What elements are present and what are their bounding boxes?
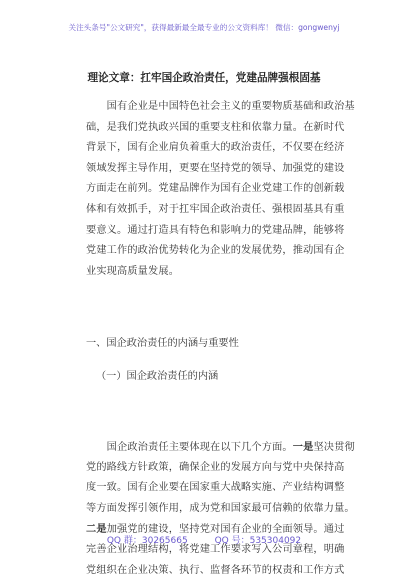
paragraph-line: 党组织在企业决策、执行、监督各环节的权责和工作方式 [86, 564, 345, 576]
paragraph-line: 背景下，国有企业肩负着重大的政治责任，不仅要在经济 [86, 142, 345, 154]
paragraph-line: 业实现高质量发展。 [86, 265, 180, 277]
qq-group: QQ 群：30265665 [106, 536, 188, 546]
qq-number: QQ 号：535304092 [214, 536, 302, 546]
paragraph-line: 国有企业是中国特色社会主义的重要物质基础和政治基 [86, 101, 355, 112]
paragraph-line: 体和有效抓手，对于扛牢国企政治责任、强根固基具有重 [86, 203, 345, 215]
section-heading: 一、国企政治责任的内涵与重要性 [86, 338, 239, 349]
paragraph-line: 础，是我们党执政兴国的重要支柱和依靠力量。在新时代 [86, 121, 345, 133]
paragraph-line: 完善企业治理结构，将党建工作要求写入公司章程，明确 [86, 543, 345, 555]
paragraph-line [86, 437, 355, 458]
footer-contact [0, 533, 408, 546]
line-text: 坚决贯彻 [313, 442, 355, 453]
page-title: 理论文章：扛牢国企政治责任，党建品牌强根固基 [87, 72, 321, 84]
paragraph-line: 党的路线方针政策，确保企业的发展方向与党中央保持高 [86, 461, 345, 473]
header-note: 关注头条号"公文研究"，获得最新最全最专业的公文资料库！ 微信：gongwenyj [68, 23, 340, 32]
bold-marker: 二是 [86, 523, 107, 536]
paragraph-line: 度一致。国有企业要在国家重大战略实施、产业结构调整 [86, 482, 345, 494]
paragraph-intro [86, 97, 355, 282]
line-text: 加强党的建设，坚持党对国有企业的全面领导。通过 [106, 524, 345, 536]
paragraph-body [86, 437, 355, 581]
line-text: 国企政治责任主要体现在以下几个方面。 [86, 442, 293, 453]
bold-marker: 一是 [292, 441, 314, 453]
paragraph-line: 领域发挥主导作用，更要在坚持党的领导、加强党的建设 [86, 162, 345, 174]
paragraph-line: 要意义。通过打造具有特色和影响力的党建品牌，能够将 [86, 224, 345, 236]
paragraph-line: 等方面发挥引领作用，成为党和国家最可信赖的依靠力量。 [86, 502, 355, 514]
paragraph-line: 方面走在前列。党建品牌作为国有企业党建工作的创新载 [86, 183, 345, 195]
subsection-heading: （一）国企政治责任的内涵 [96, 371, 219, 382]
paragraph-line: 党建工作的政治优势转化为企业的发展优势，推动国有企 [86, 245, 345, 257]
